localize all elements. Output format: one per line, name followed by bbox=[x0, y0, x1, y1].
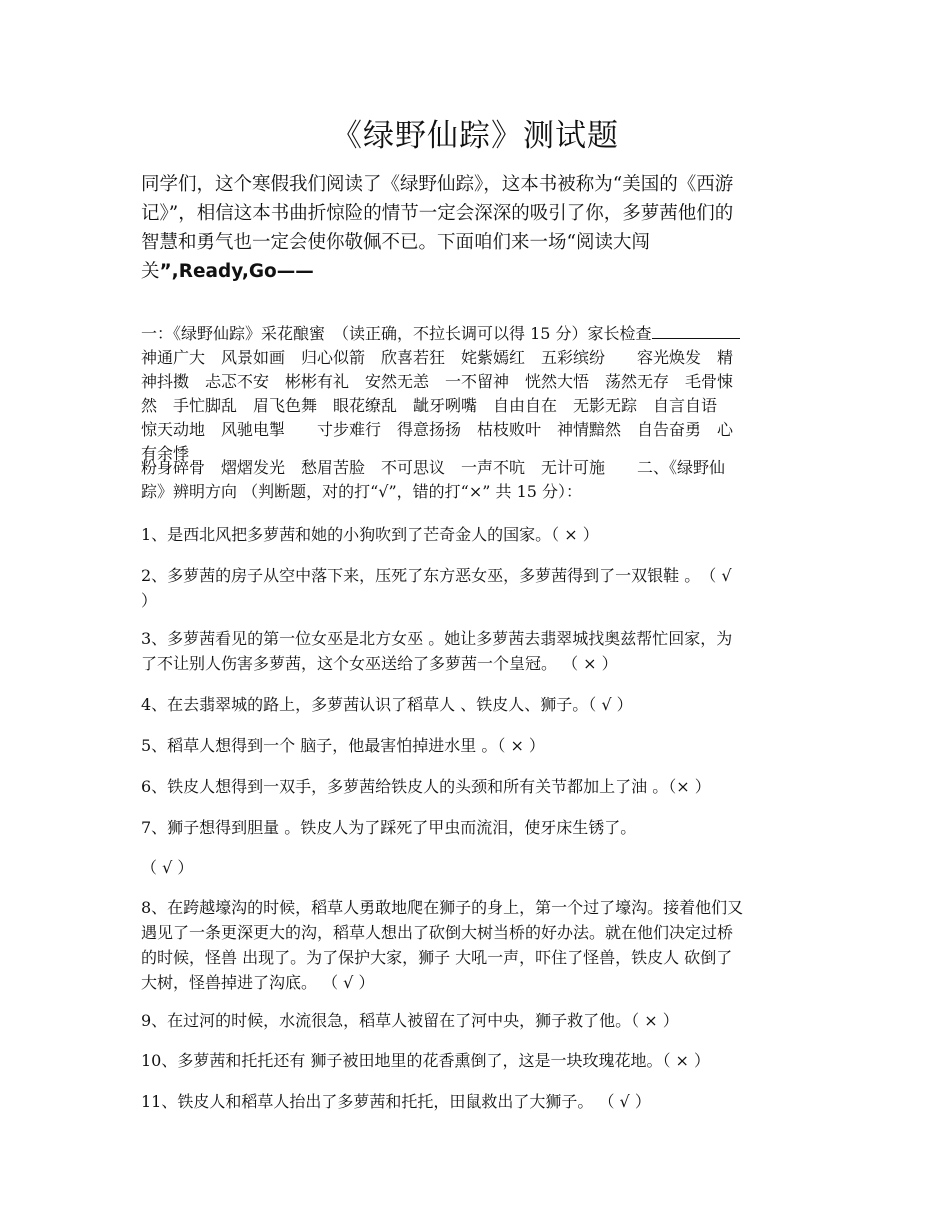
question-line: ） bbox=[141, 591, 158, 610]
question-line: 的时候，怪兽 出现了。为了保护大家，狮子 大吼一声，吓住了怪兽，铁皮人 砍倒了 bbox=[141, 948, 733, 967]
intro-line: 智慧和勇气也一定会使你敬佩不已。下面咱们来一场“阅读大闯 bbox=[141, 232, 650, 253]
question-line: 了不让别人伤害多萝茜，这个女巫送给了多萝茜一个皇冠。 （ × ） bbox=[141, 654, 618, 673]
word-line: 惊天动地 风驰电掣 寸步难行 得意扬扬 枯枝败叶 神情黯然 自告奋勇 心 bbox=[141, 420, 734, 439]
word-line: 粉身碎骨 熠熠发光 愁眉苦脸 不可思议 一声不吭 无计可施 二、《绿野仙 bbox=[141, 458, 726, 477]
question-line: 大树，怪兽掉进了沟底。 （ √ ） bbox=[141, 973, 375, 992]
question-3 bbox=[141, 626, 813, 676]
word-line: 然 手忙脚乱 眉飞色舞 眼花缭乱 龇牙咧嘴 自由自在 无影无踪 自言自语 bbox=[141, 396, 718, 415]
intro-last-cn: 关 bbox=[141, 261, 160, 282]
question-line: 遇见了一条更深更大的沟，稻草人想出了砍倒大树当桥的好办法。就在他们决定过桥 bbox=[141, 923, 734, 942]
question-line: 4、在去翡翠城的路上，多萝茜认识了稻草人 、铁皮人、狮子。（ √ ） bbox=[141, 695, 633, 714]
question-7 bbox=[141, 815, 813, 840]
question-4 bbox=[141, 692, 813, 717]
question-line: 9、在过河的时候，水流很急，稻草人被留在了河中央，狮子救了他。（ × ） bbox=[141, 1011, 679, 1030]
question-line: （ √ ） bbox=[141, 858, 194, 877]
question-8 bbox=[141, 895, 813, 995]
question-line: 7、狮子想得到胆量 。铁皮人为了踩死了甲虫而流泪，使牙床生锈了。 bbox=[141, 818, 637, 837]
question-line: 5、稻草人想得到一个 脑子，他最害怕掉进水里 。（ × ） bbox=[141, 736, 545, 755]
question-line: 1、是西北风把多萝茜和她的小狗吹到了芒奇金人的国家。（ × ） bbox=[141, 525, 599, 544]
question-9 bbox=[141, 1008, 813, 1033]
section-2-heading bbox=[141, 456, 811, 504]
question-line: 3、多萝茜看见的第一位女巫是北方女巫 。她让多萝茜去翡翠城找奥兹帮忙回家，为 bbox=[141, 629, 733, 648]
parent-check-blank bbox=[652, 323, 740, 339]
word-line: 有余悸 bbox=[141, 444, 190, 463]
question-line: 11、铁皮人和稻草人抬出了多萝茜和托托，田鼠救出了大狮子。 （ √ ） bbox=[141, 1092, 651, 1111]
section-2-instruction: 踪》辨明方向 （判断题，对的打“√”，错的打“×” 共 15 分）： bbox=[141, 482, 583, 501]
question-line: 6、铁皮人想得到一双手，多萝茜给铁皮人的头颈和所有关节都加上了油 。（× ） bbox=[141, 777, 711, 796]
intro-line bbox=[141, 257, 813, 286]
ready-go-text: ”,Ready,Go—— bbox=[159, 261, 314, 282]
question-1 bbox=[141, 522, 813, 547]
intro-paragraph bbox=[141, 170, 813, 286]
page-title: 《绿野仙踪》测试题 bbox=[331, 118, 619, 154]
section-1-heading bbox=[141, 322, 811, 346]
question-6 bbox=[141, 774, 813, 799]
question-line: 10、多萝茜和托托还有 狮子被田地里的花香熏倒了，这是一块玫瑰花地。（ × ） bbox=[141, 1051, 711, 1070]
question-10 bbox=[141, 1048, 813, 1073]
section-1-heading-text: 一：《绿野仙踪》采花酿蜜 （读正确，不拉长调可以得 15 分）家长检查 bbox=[141, 324, 652, 343]
question-5 bbox=[141, 733, 813, 758]
question-7-answer bbox=[141, 855, 813, 880]
question-11 bbox=[141, 1089, 813, 1114]
section-1-word-list bbox=[141, 322, 811, 466]
intro-line: 记》”，相信这本书曲折惊险的情节一定会深深的吸引了你，多萝茜他们的 bbox=[141, 203, 734, 224]
word-line: 神通广大 风景如画 归心似箭 欣喜若狂 姹紫嫣红 五彩缤纷 容光焕发 精 bbox=[141, 348, 734, 367]
word-line: 神抖擞 忐忑不安 彬彬有礼 安然无恙 一不留神 恍然大悟 荡然无存 毛骨悚 bbox=[141, 372, 734, 391]
question-2 bbox=[141, 563, 813, 613]
question-line: 8、在跨越壕沟的时候，稻草人勇敢地爬在狮子的身上，第一个过了壕沟。接着他们又 bbox=[141, 898, 744, 917]
question-line: 2、多萝茜的房子从空中落下来，压死了东方恶女巫，多萝茜得到了一双银鞋 。 （ √ bbox=[141, 566, 732, 585]
intro-line: 同学们，这个寒假我们阅读了《绿野仙踪》，这本书被称为“美国的《西游 bbox=[141, 174, 734, 195]
